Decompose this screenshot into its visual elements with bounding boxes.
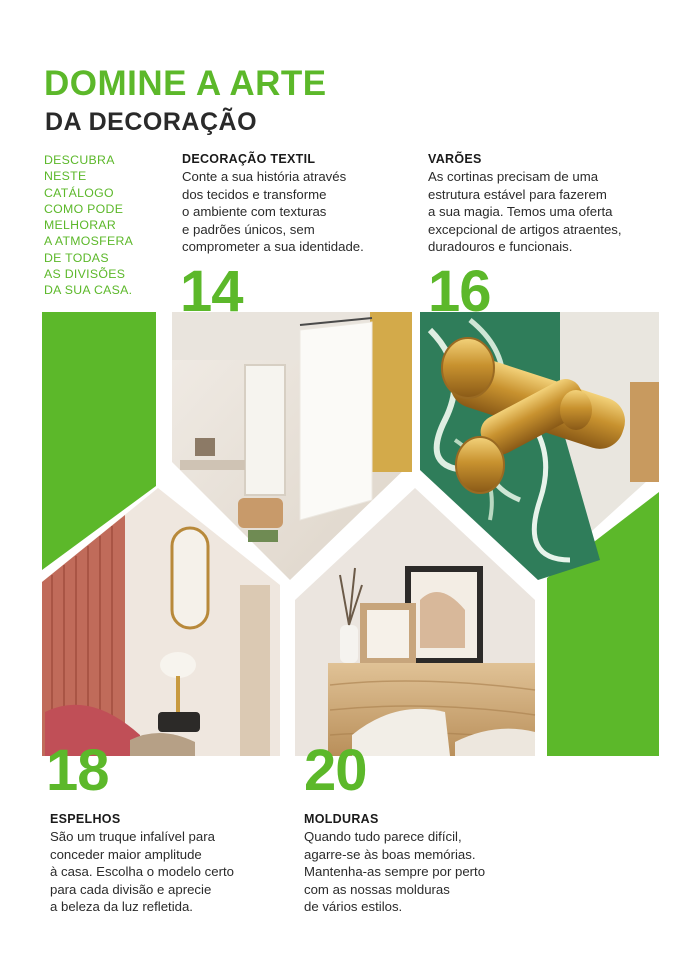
section-text-line: estrutura estável para fazerem (428, 186, 607, 202)
intro-line: DE TODAS (44, 250, 109, 265)
section-text-line: dos tecidos e transforme (182, 186, 327, 202)
section-text-line: agarre-se às boas memórias. (304, 846, 476, 862)
section-heading: DECORAÇÃO TEXTIL (182, 152, 316, 166)
section-text-line: para cada divisão e aprecie (50, 881, 212, 897)
page-number-espelhos: 18 (46, 738, 109, 803)
section-text-line: conceder maior amplitude (50, 846, 202, 862)
page-number-molduras: 20 (304, 738, 367, 803)
section-text-line: com as nossas molduras (304, 881, 450, 897)
section-text-line: duradouros e funcionais. (428, 239, 573, 255)
page-title: DOMINE A ARTE (44, 64, 327, 103)
section-molduras (304, 812, 485, 916)
section-text-line: a sua magia. Temos uma oferta (428, 204, 613, 220)
section-text-line: Quando tudo parece difícil, (304, 829, 462, 844)
section-text (50, 828, 234, 916)
section-text (304, 828, 485, 916)
intro-line: DA SUA CASA. (44, 283, 133, 298)
intro-line: NESTE (44, 169, 87, 184)
section-espelhos (50, 812, 234, 916)
intro-line: COMO PODE (44, 201, 124, 216)
page-number-textil: 14 (180, 259, 243, 324)
section-text-line: de vários estilos. (304, 899, 403, 915)
section-heading: MOLDURAS (304, 812, 379, 826)
intro-line: MELHORAR (44, 218, 117, 233)
section-text-line: à casa. Escolha o modelo certo (50, 864, 234, 880)
section-text-line: comprometer a sua identidade. (182, 239, 364, 255)
intro-line: A ATMOSFERA (44, 234, 134, 249)
page-subtitle: DA DECORAÇÃO (45, 108, 258, 136)
section-heading: VARÕES (428, 152, 482, 166)
section-text-line: excepcional de artigos atraentes, (428, 221, 622, 237)
section-heading: ESPELHOS (50, 812, 121, 826)
section-text-line: Mantenha-as sempre por perto (304, 864, 486, 880)
page-number-varoes: 16 (428, 259, 491, 324)
section-text-line: e padrões únicos, sem (182, 221, 315, 237)
section-text-line: o ambiente com texturas (182, 204, 327, 220)
intro-line: CATÁLOGO (44, 185, 114, 200)
intro-line: DESCUBRA (44, 153, 115, 167)
intro-line: AS DIVISÕES (44, 267, 126, 282)
section-text-line: As cortinas precisam de uma (428, 169, 599, 184)
section-text-line: Conte a sua história através (182, 169, 347, 184)
section-text-line: a beleza da luz refletida. (50, 899, 193, 915)
section-text-line: São um truque infalível para (50, 829, 215, 844)
